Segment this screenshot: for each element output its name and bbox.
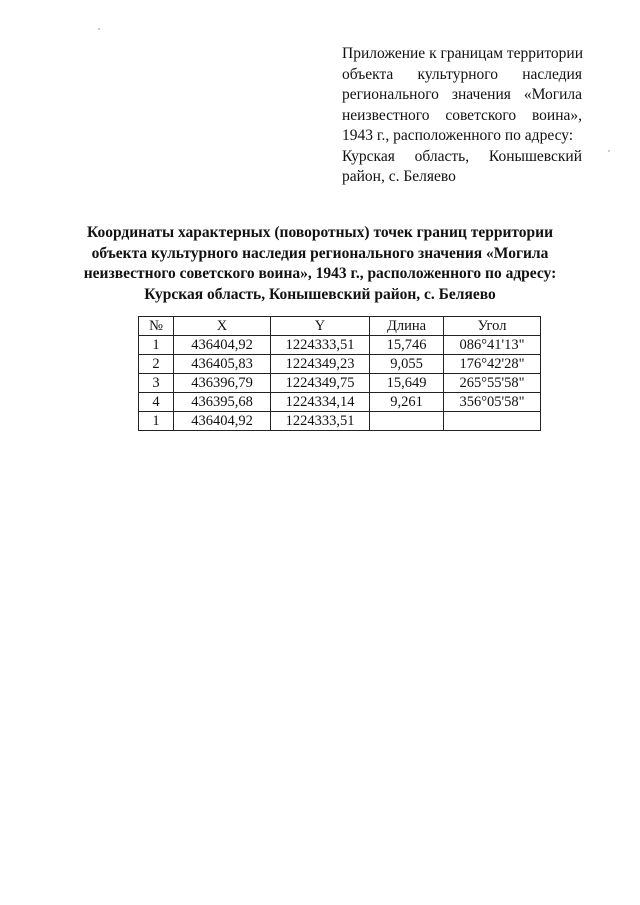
table-row [139, 336, 541, 355]
appendix-line: район, с. Беляево [342, 168, 456, 185]
cell-y: 1224349,23 [271, 355, 370, 374]
cell-angle: 176°42'28" [444, 355, 541, 374]
appendix-word: регионального [342, 86, 439, 103]
cell-x: 436395,68 [174, 393, 271, 412]
appendix-word: «Могила [523, 86, 582, 103]
table-row [139, 393, 541, 412]
coordinates-table [138, 316, 541, 431]
appendix-word: наследия [522, 65, 582, 83]
cell-length: 9,055 [370, 355, 444, 374]
appendix-word: объекта [342, 65, 394, 83]
cell-y: 1224349,75 [271, 374, 370, 393]
cell-length: 15,746 [370, 336, 444, 355]
appendix-word: Курская [342, 147, 395, 165]
heading-line: объекта культурного наследия регионального значения «Могила [91, 244, 549, 262]
column-header-x: X [174, 317, 271, 336]
column-header-number: № [139, 317, 174, 336]
cell-number: 1 [139, 336, 174, 355]
heading-line: Координаты характерных (поворотных) точек границ территории [86, 224, 554, 241]
heading-line: Курская область, Конышевский район, с. Беляево [144, 285, 496, 303]
document-heading [60, 223, 580, 305]
appendix-word: культурного [417, 65, 498, 83]
scan-speck [608, 150, 610, 152]
cell-length: 9,261 [370, 393, 444, 412]
appendix-word: советского [445, 106, 517, 124]
scan-speck [98, 28, 100, 30]
table-row [139, 374, 541, 393]
appendix-note [342, 44, 582, 188]
cell-length: 15,649 [370, 374, 444, 393]
table-header-row [139, 317, 541, 336]
cell-y: 1224333,51 [271, 336, 370, 355]
appendix-word: Конышевский [488, 147, 582, 165]
cell-x: 436396,79 [174, 374, 271, 393]
heading-line: неизвестного советского воина», 1943 г., расположенного по адресу: [83, 265, 557, 282]
table-row [139, 355, 541, 374]
cell-number: 4 [139, 393, 174, 412]
appendix-line [342, 85, 582, 106]
cell-x: 436405,83 [174, 355, 271, 374]
cell-x: 436404,92 [174, 412, 271, 431]
appendix-line [342, 65, 582, 86]
cell-angle: 265°55'58" [444, 374, 541, 393]
column-header-angle: Угол [444, 317, 541, 336]
appendix-word: неизвестного [342, 106, 430, 124]
cell-number: 1 [139, 412, 174, 431]
cell-number: 2 [139, 355, 174, 374]
cell-x: 436404,92 [174, 336, 271, 355]
table-row [139, 412, 541, 431]
cell-angle: 356°05'58" [444, 393, 541, 412]
appendix-word: область, [414, 147, 470, 165]
column-header-length: Длина [370, 317, 444, 336]
cell-angle [444, 412, 541, 431]
cell-angle: 086°41'13" [444, 336, 541, 355]
cell-y: 1224334,14 [271, 393, 370, 412]
cell-number: 3 [139, 374, 174, 393]
appendix-word: значения [451, 86, 511, 103]
appendix-line: Приложение к границам территории [342, 45, 584, 62]
column-header-y: Y [271, 317, 370, 336]
appendix-word: воина», [531, 106, 582, 124]
appendix-line [342, 106, 582, 127]
cell-length [370, 412, 444, 431]
cell-y: 1224333,51 [271, 412, 370, 431]
appendix-line [342, 147, 582, 168]
appendix-line: 1943 г., расположенного по адресу: [342, 127, 574, 144]
